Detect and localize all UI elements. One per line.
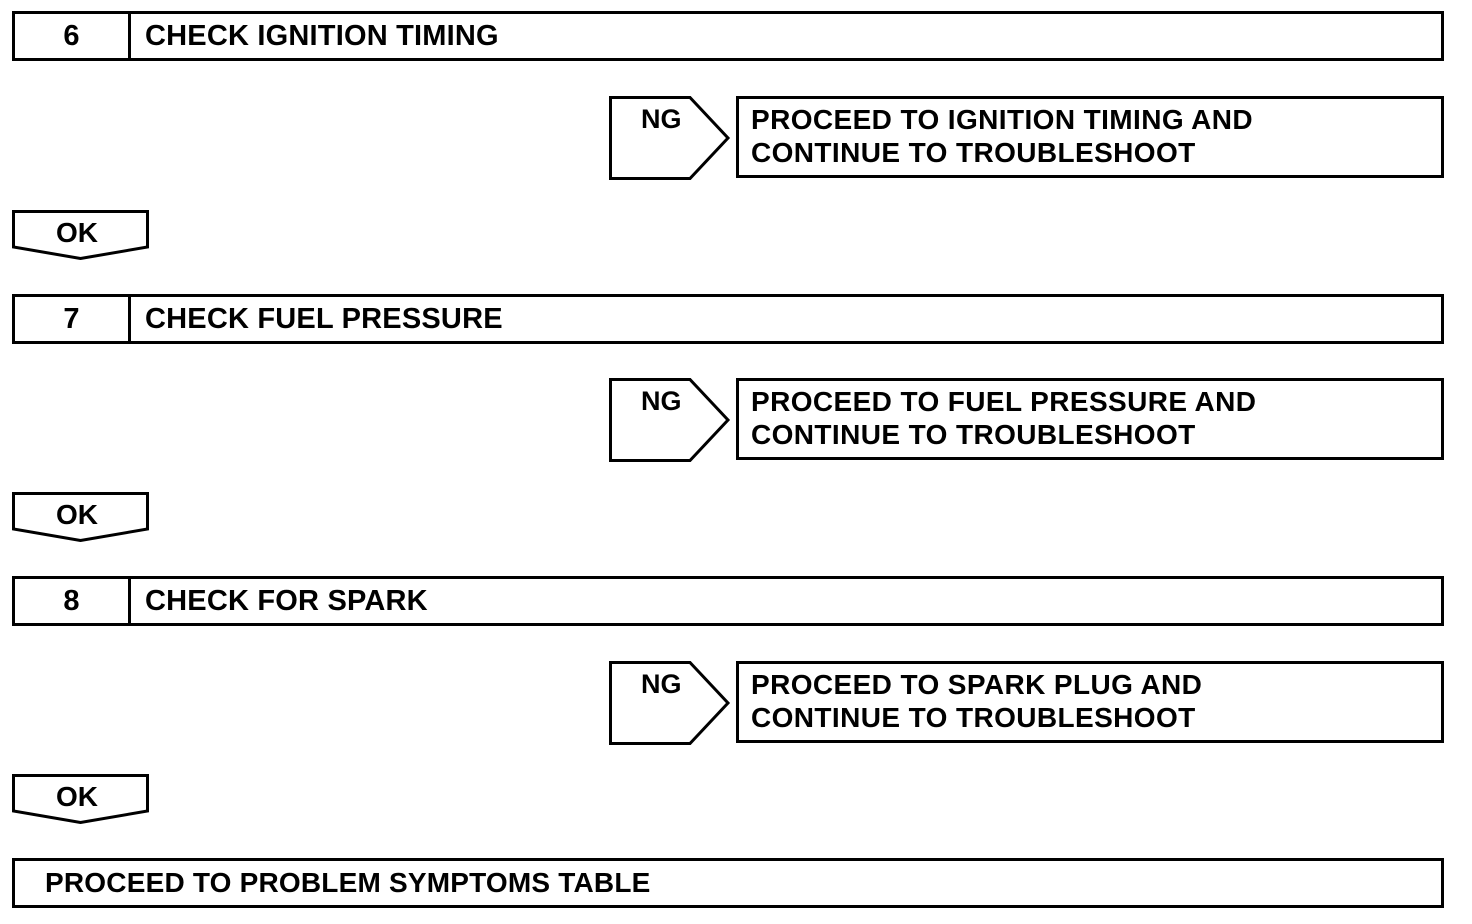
step-8-ok-label: OK: [56, 781, 98, 812]
step-8-ng-result: [736, 661, 1444, 743]
step-8-ng-result-line1: PROCEED TO SPARK PLUG AND: [751, 669, 1203, 700]
step-8-ng-result-line2: CONTINUE TO TROUBLESHOOT: [751, 702, 1196, 733]
step-7-number: 7: [15, 297, 131, 341]
step-6-ok-arrow: [12, 210, 149, 260]
step-8-box: [12, 576, 1444, 626]
step-8-number: 8: [15, 579, 131, 623]
step-6-title: CHECK IGNITION TIMING: [145, 19, 499, 52]
final-action-box: [12, 858, 1444, 908]
step-6-box: [12, 11, 1444, 61]
step-7-ng-result: [736, 378, 1444, 460]
step-7-ng-result-line2: CONTINUE TO TROUBLESHOOT: [751, 419, 1196, 450]
step-6-ng-result-line2: CONTINUE TO TROUBLESHOOT: [751, 137, 1196, 168]
step-6-ng-arrow: [609, 96, 731, 180]
step-7-ok-label: OK: [56, 499, 98, 530]
step-6-number: 6: [15, 14, 131, 58]
step-7-ng-arrow: [609, 378, 731, 462]
step-7-ng-result-line1: PROCEED TO FUEL PRESSURE AND: [751, 386, 1257, 417]
final-action-label: PROCEED TO PROBLEM SYMPTOMS TABLE: [45, 867, 651, 898]
step-7-ng-label: NG: [641, 386, 682, 416]
step-8-ng-arrow: [609, 661, 731, 745]
step-6-ok-label: OK: [56, 217, 98, 248]
step-8-ok-arrow: [12, 774, 149, 824]
step-6-ng-label: NG: [641, 104, 682, 134]
step-6-ng-result-line1: PROCEED TO IGNITION TIMING AND: [751, 104, 1254, 135]
step-6-ng-result: [736, 96, 1444, 178]
step-8-title: CHECK FOR SPARK: [145, 584, 428, 617]
step-8-ng-label: NG: [641, 669, 682, 699]
step-7-title: CHECK FUEL PRESSURE: [145, 302, 503, 335]
step-7-box: [12, 294, 1444, 344]
step-7-ok-arrow: [12, 492, 149, 542]
